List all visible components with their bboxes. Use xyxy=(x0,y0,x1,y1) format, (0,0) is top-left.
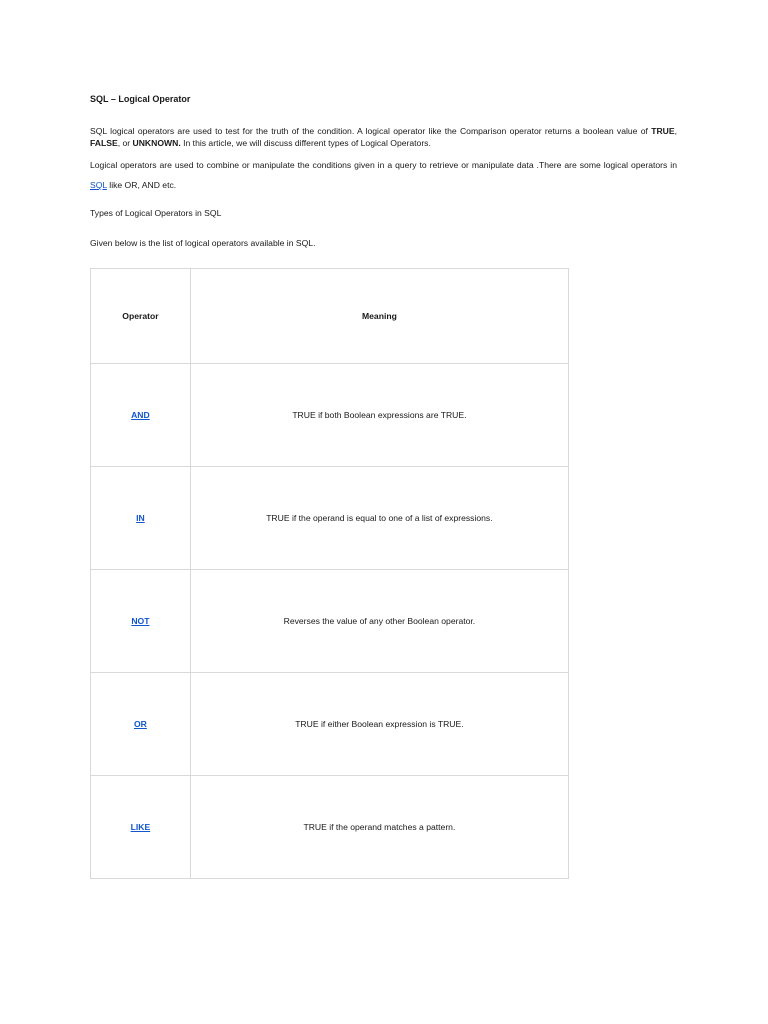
para1-sep2: , or xyxy=(117,138,133,148)
operator-link-not[interactable]: NOT xyxy=(131,616,150,626)
meaning-cell: TRUE if the operand matches a pattern. xyxy=(190,776,568,879)
meaning-cell: TRUE if both Boolean expressions are TRUE. xyxy=(190,364,568,467)
table-header-row xyxy=(91,269,569,364)
table-row xyxy=(91,776,569,879)
para2-text-before: Logical operators are used to combine or manipulate the conditions given in a query to retrieve or manipulate data .There are some logical operators in xyxy=(90,160,677,170)
page-title: SQL – Logical Operator xyxy=(90,94,191,104)
para1-text-after: In this article, we will discuss different types of Logical Operators. xyxy=(180,138,431,148)
meaning-cell: TRUE if either Boolean expression is TRUE. xyxy=(190,673,568,776)
operator-cell xyxy=(91,673,191,776)
para1-sep1: , xyxy=(674,126,677,136)
para1-text-before: SQL logical operators are used to test for the truth of the condition. A logical operator like the Comparison operator returns a boolean value of xyxy=(90,126,652,136)
operator-link-or[interactable]: OR xyxy=(133,719,147,729)
intro-paragraph xyxy=(90,125,677,149)
operator-cell xyxy=(91,364,191,467)
table-row xyxy=(91,467,569,570)
sql-link[interactable]: SQL xyxy=(90,180,107,190)
header-operator: Operator xyxy=(91,269,191,364)
operator-link-like[interactable]: LIKE xyxy=(130,822,151,832)
meaning-cell: TRUE if the operand is equal to one of a list of expressions. xyxy=(190,467,568,570)
false-keyword: FALSE xyxy=(90,138,118,148)
operator-link-and[interactable]: AND xyxy=(131,410,150,420)
operator-cell xyxy=(91,467,191,570)
operators-table xyxy=(90,268,569,879)
operator-link-in[interactable]: IN xyxy=(136,513,145,523)
meaning-cell: Reverses the value of any other Boolean operator. xyxy=(190,570,568,673)
header-meaning: Meaning xyxy=(190,269,568,364)
table-row xyxy=(91,364,569,467)
article xyxy=(90,93,677,249)
unknown-keyword: UNKNOWN. xyxy=(132,138,181,148)
true-keyword: TRUE xyxy=(651,126,675,136)
operator-cell xyxy=(91,570,191,673)
table-row xyxy=(91,673,569,776)
section-heading: Types of Logical Operators in SQL xyxy=(90,208,222,218)
table-row xyxy=(91,570,569,673)
list-intro: Given below is the list of logical operators available in SQL. xyxy=(90,238,316,248)
description-paragraph xyxy=(90,155,677,195)
para2-text-after: like OR, AND etc. xyxy=(106,180,177,190)
operator-cell xyxy=(91,776,191,879)
